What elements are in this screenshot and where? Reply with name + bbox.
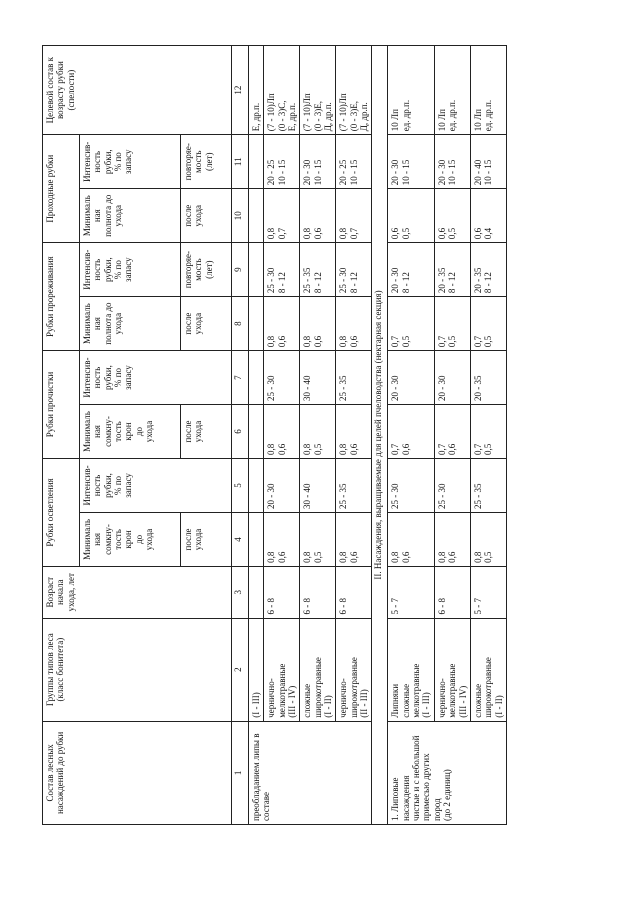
col-num: 1 bbox=[232, 721, 249, 824]
col-num: 6 bbox=[232, 405, 249, 459]
col-num: 9 bbox=[232, 243, 249, 297]
table-row bbox=[336, 46, 372, 825]
target-cell: (7 - 10)Лп (0 - 3)С, Е, др.п. bbox=[264, 46, 300, 135]
value-cell: 20 - 35 bbox=[470, 351, 506, 405]
value-cell: 0,8 0,6 bbox=[264, 405, 300, 459]
header-repeat-3: повторяе- мость (лет) bbox=[181, 243, 232, 297]
value-cell: 25 - 35 bbox=[470, 459, 506, 513]
forest-type-cell: чернично- мелкотравные (III - IV) bbox=[434, 618, 470, 721]
forest-type-cell: чернично- мелкотравные (III - IV) bbox=[264, 618, 300, 721]
table-row bbox=[434, 46, 470, 825]
col-num: 2 bbox=[232, 618, 249, 721]
table-row bbox=[249, 46, 264, 825]
value-cell: 6 - 8 bbox=[336, 566, 372, 618]
target-cell: (7 - 10)Лп (0 - 3)Е, Д, др.п. bbox=[336, 46, 372, 135]
header-clearing: Рубки осветления bbox=[43, 459, 80, 567]
value-cell: 0,7 0,6 bbox=[388, 405, 434, 459]
col-num: 5 bbox=[232, 459, 249, 513]
value-cell: 0,8 0,6 bbox=[336, 512, 372, 566]
value-cell: 20 - 40 10 - 15 bbox=[470, 135, 506, 189]
section-heading-row bbox=[372, 46, 388, 825]
header-after-4: после ухода bbox=[181, 189, 232, 243]
table-row bbox=[300, 46, 336, 825]
value-cell: 25 - 30 bbox=[434, 459, 470, 513]
header-intensity-2: Интенсив- ность рубки, % по запасу bbox=[80, 351, 232, 405]
target-cell: (7 - 10)Лп (0 - 3)Е, Д, др.п. bbox=[300, 46, 336, 135]
value-cell: 25 - 35 8 - 12 bbox=[300, 243, 336, 297]
header-repeat-4: повторяе- мость (лет) bbox=[181, 135, 232, 189]
value-cell: 0,8 0,5 bbox=[470, 512, 506, 566]
value-cell: 0,8 0,5 bbox=[300, 512, 336, 566]
forest-type-cell: сложные широкотравные (I - II) bbox=[300, 618, 336, 721]
target-cell: Е, др.п. bbox=[249, 46, 264, 135]
header-composition: Состав лесных насаждений до рубки bbox=[43, 721, 232, 824]
value-cell: 25 - 30 bbox=[388, 459, 434, 513]
value-cell: 0,7 0,5 bbox=[470, 405, 506, 459]
value-cell: 5 - 7 bbox=[470, 566, 506, 618]
value-cell: 25 - 35 bbox=[336, 459, 372, 513]
value-cell: 6 - 8 bbox=[300, 566, 336, 618]
col-num: 3 bbox=[232, 566, 249, 618]
value-cell: 20 - 35 8 - 12 bbox=[470, 243, 506, 297]
header-min-density-4: Минималь ная полнота до ухода bbox=[80, 189, 181, 243]
value-cell: 25 - 30 8 - 12 bbox=[264, 243, 300, 297]
value-cell: 0,8 0,5 bbox=[300, 405, 336, 459]
value-cell: 0,7 0,5 bbox=[470, 297, 506, 351]
value-cell: 0,7 0,6 bbox=[434, 405, 470, 459]
col-num: 7 bbox=[232, 351, 249, 405]
value-cell: 25 - 30 bbox=[264, 351, 300, 405]
header-intensity-3: Интенсив- ность рубки, % по запасу bbox=[80, 243, 181, 297]
forest-type-cell: сложные широкотравные (I - II) bbox=[470, 618, 506, 721]
value-cell: 0,8 0,6 bbox=[336, 297, 372, 351]
forest-type-cell: Липняки сложные мелкотравные (I - III) bbox=[388, 618, 434, 721]
value-cell: 20 - 30 10 - 15 bbox=[300, 135, 336, 189]
table-row bbox=[264, 46, 300, 825]
col-num: 11 bbox=[232, 135, 249, 189]
value-cell: 6 - 8 bbox=[434, 566, 470, 618]
value-cell: 20 - 30 8 - 12 bbox=[388, 243, 434, 297]
value-cell: 0,8 0,7 bbox=[264, 189, 300, 243]
col-num: 4 bbox=[232, 512, 249, 566]
header-min-closure-1: Минималь ная сомкну- тость крон до ухода bbox=[80, 512, 181, 566]
value-cell: 0,8 0,6 bbox=[300, 189, 336, 243]
header-cleaning: Рубки прочистки bbox=[43, 351, 80, 459]
column-number-row bbox=[232, 46, 249, 825]
value-cell: 0,8 0,6 bbox=[336, 405, 372, 459]
value-cell: 5 - 7 bbox=[388, 566, 434, 618]
header-intensity-4: Интенсив- ность рубки, % по запасу bbox=[80, 135, 181, 189]
composition-cell: 1. Липовые насаждения чистые и с небольшой примесью других пород (до 2 единиц) bbox=[388, 721, 506, 824]
value-cell: 20 - 30 10 - 15 bbox=[434, 135, 470, 189]
table-row bbox=[470, 46, 506, 825]
value-cell: 0,7 0,5 bbox=[388, 297, 434, 351]
value-cell: 0,8 0,6 bbox=[264, 297, 300, 351]
header-forest-type: Группы типов леса (класс бонитета) bbox=[43, 618, 232, 721]
value-cell: 20 - 25 10 - 15 bbox=[336, 135, 372, 189]
col-num: 8 bbox=[232, 297, 249, 351]
header-target: Целевой состав к возрасту рубки (спелости) bbox=[43, 46, 232, 135]
thinning-table bbox=[42, 45, 507, 825]
header-after-1: после ухода bbox=[181, 512, 232, 566]
value-cell: 0,8 0,6 bbox=[388, 512, 434, 566]
value-cell: 0,8 0,6 bbox=[300, 297, 336, 351]
value-cell: 20 - 30 10 - 15 bbox=[388, 135, 434, 189]
header-thinning: Рубки прореживания bbox=[43, 243, 80, 351]
col-num: 12 bbox=[232, 46, 249, 135]
header-intensity-1: Интенсив- ность рубки, % по запасу bbox=[80, 459, 232, 513]
value-cell: 0,6 0,5 bbox=[434, 189, 470, 243]
section-title: II. Насаждения, выращиваемые для целей пчеловодства (нектарная секция) bbox=[372, 46, 388, 825]
value-cell: 0,8 0,6 bbox=[264, 512, 300, 566]
value-cell: 6 - 8 bbox=[264, 566, 300, 618]
value-cell: 0,8 0,7 bbox=[336, 189, 372, 243]
header-after-3: после ухода bbox=[181, 297, 232, 351]
col-num: 10 bbox=[232, 189, 249, 243]
value-cell: 20 - 30 bbox=[434, 351, 470, 405]
value-cell: 0,7 0,5 bbox=[434, 297, 470, 351]
value-cell: 30 - 40 bbox=[300, 351, 336, 405]
table-row bbox=[388, 46, 434, 825]
value-cell: 30 - 40 bbox=[300, 459, 336, 513]
header-passage: Проходные рубки bbox=[43, 135, 80, 243]
header-start-age: Возраст начала ухода, лет bbox=[43, 566, 232, 618]
target-cell: 10 Лп ед. др.п. bbox=[434, 46, 470, 135]
header-min-density-3: Минималь ная полнота до ухода bbox=[80, 297, 181, 351]
value-cell: 25 - 30 8 - 12 bbox=[336, 243, 372, 297]
value-cell: 25 - 35 bbox=[336, 351, 372, 405]
forest-type-cell: (I - III) bbox=[249, 618, 264, 721]
target-cell: 10 Лп ед. др.п. bbox=[470, 46, 506, 135]
value-cell: 0,6 0,5 bbox=[388, 189, 434, 243]
composition-cell: преобладанием липы в составе bbox=[249, 721, 372, 824]
value-cell: 20 - 25 10 - 15 bbox=[264, 135, 300, 189]
target-cell: 10 Лп ед. др.п. bbox=[388, 46, 434, 135]
header-after-2: после ухода bbox=[181, 405, 232, 459]
value-cell: 20 - 35 8 - 12 bbox=[434, 243, 470, 297]
value-cell: 0,8 0,6 bbox=[434, 512, 470, 566]
value-cell: 20 - 30 bbox=[264, 459, 300, 513]
header-min-closure-2: Минималь ная сомкну- тость крон до ухода bbox=[80, 405, 181, 459]
value-cell: 20 - 30 bbox=[388, 351, 434, 405]
value-cell: 0,6 0,4 bbox=[470, 189, 506, 243]
forest-type-cell: чернично- широкотравные (II - III) bbox=[336, 618, 372, 721]
